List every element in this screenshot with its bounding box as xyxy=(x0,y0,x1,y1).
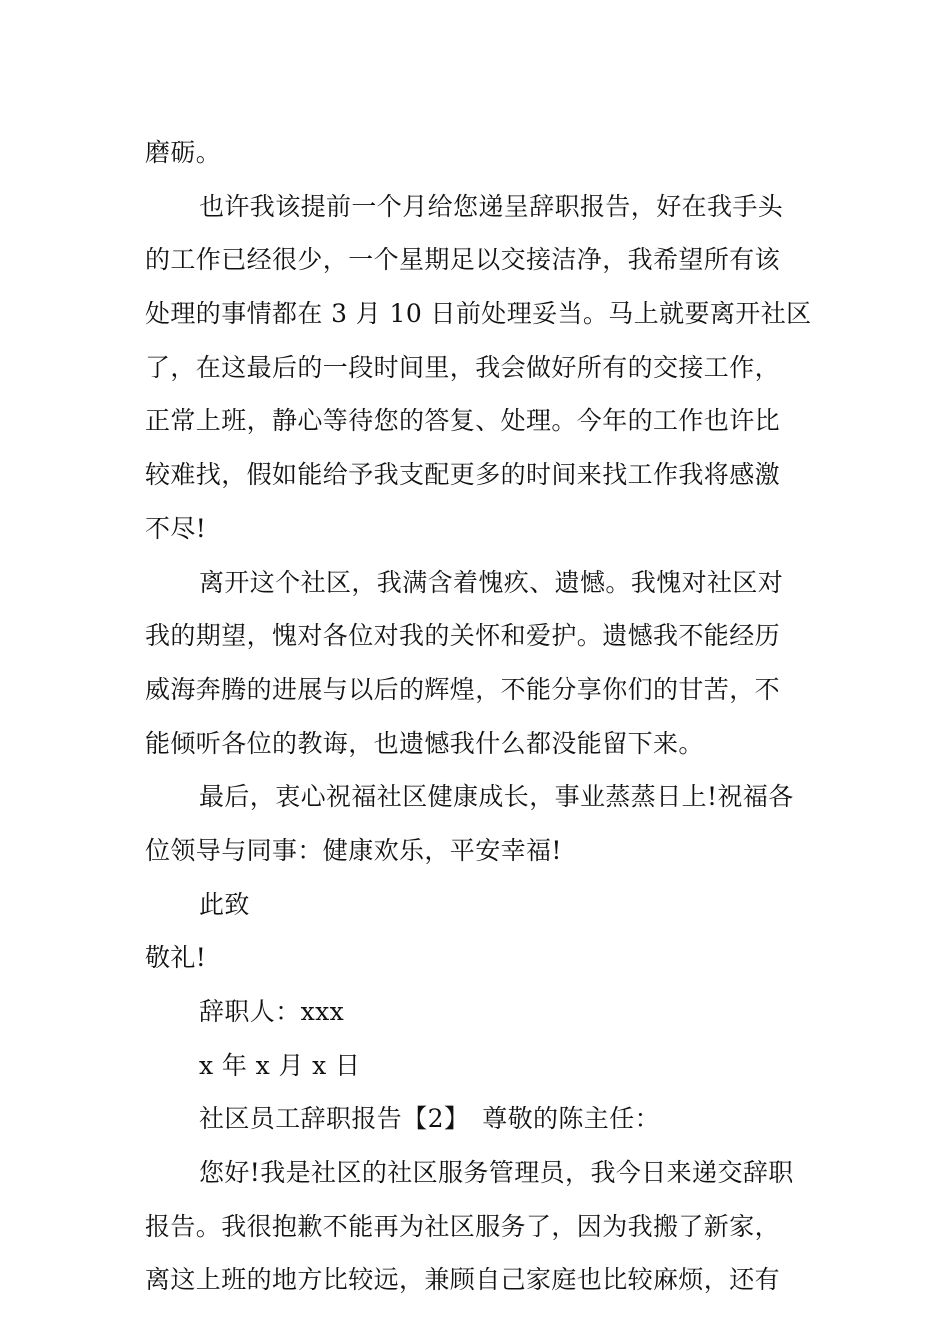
text-line: 了，在这最后的一段时间里，我会做好所有的交接工作， xyxy=(145,352,781,382)
text-line: 此致 xyxy=(199,889,250,919)
text-line: 您好!我是社区的社区服务管理员，我今日来递交辞职 xyxy=(199,1158,794,1188)
text-line: 最后，衷心祝福社区健康成长，事业蒸蒸日上!祝福各 xyxy=(199,782,794,812)
text-line: 处理的事情都在 3 月 10 日前处理妥当。马上就要离开社区 xyxy=(145,299,812,329)
text-line: 敬礼! xyxy=(145,943,207,973)
text-line: x 年 x 月 x 日 xyxy=(199,1050,361,1080)
text-line: 离这上班的地方比较远，兼顾自己家庭也比较麻烦，还有 xyxy=(145,1265,781,1295)
text-line: 辞职人：xxx xyxy=(199,997,345,1026)
text-line: 能倾听各位的教诲，也遗憾我什么都没能留下来。 xyxy=(145,728,704,758)
text-line: 位领导与同事：健康欢乐，平安幸福! xyxy=(145,835,562,865)
text-line: 正常上班，静心等待您的答复、处理。今年的工作也许比 xyxy=(145,406,781,436)
text-line: 我的期望，愧对各位对我的关怀和爱护。遗憾我不能经历 xyxy=(145,621,781,651)
text-line: 威海奔腾的进展与以后的辉煌，不能分享你们的甘苦，不 xyxy=(145,674,781,704)
document-body xyxy=(145,126,820,1307)
text-line: 社区员工辞职报告【2】 尊敬的陈主任： xyxy=(199,1104,661,1134)
text-line: 离开这个社区，我满含着愧疚、遗憾。我愧对社区对 xyxy=(199,567,784,597)
text-line: 也许我该提前一个月给您递呈辞职报告，好在我手头 xyxy=(199,191,784,221)
text-line: 报告。我很抱歉不能再为社区服务了，因为我搬了新家， xyxy=(145,1211,781,1241)
text-line: 较难找，假如能给予我支配更多的时间来找工作我将感激 xyxy=(145,460,781,490)
text-line: 的工作已经很少，一个星期足以交接洁净，我希望所有该 xyxy=(145,245,781,275)
text-line: 不尽! xyxy=(145,513,207,543)
text-line: 磨砺。 xyxy=(145,138,222,167)
